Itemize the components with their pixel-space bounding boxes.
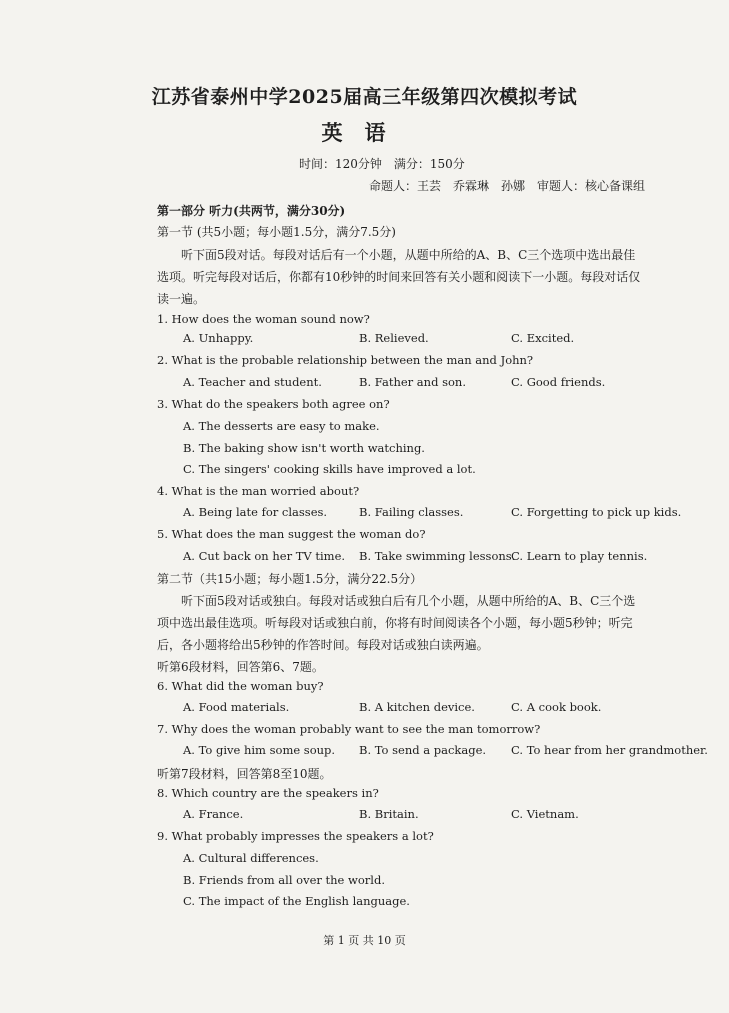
option-a: A. Cut back on her TV time. [183, 549, 346, 563]
page-footer: 第 1 页 共 10 页 [323, 934, 406, 947]
question-stem: 1. How does the woman sound now? [157, 312, 370, 326]
subject-title: 英语 [321, 120, 408, 145]
exam-title: 江苏省泰州中学2025届高三年级第四次模拟考试 [151, 86, 578, 108]
option-c: C. The impact of the English language. [183, 894, 410, 908]
material-note: 听第6段材料，回答第6、7题。 [157, 660, 324, 674]
option-a: A. Food materials. [183, 700, 290, 714]
section1-heading: 第一节 (共5小题；每小题1.5分，满分7.5分) [157, 225, 396, 239]
question-stem: 8. Which country are the speakers in? [157, 786, 379, 800]
option-a: A. Being late for classes. [183, 505, 328, 519]
question-stem: 4. What is the man worried about? [157, 484, 360, 498]
option-b: B. Friends from all over the world. [183, 873, 385, 887]
question-stem: 9. What probably impresses the speakers a lot? [157, 829, 434, 843]
option-a: A. The desserts are easy to make. [183, 419, 380, 433]
option-c: C. Vietnam. [511, 807, 579, 821]
option-b: B. Take swimming lessons. [359, 549, 516, 563]
option-b: B. A kitchen device. [359, 700, 475, 714]
section1-instruction-line: 听下面5段对话。每段对话后有一个小题，从题中所给的A、B、C三个选项中选出最佳 [181, 248, 636, 262]
option-a: A. Teacher and student. [183, 375, 322, 389]
option-b: B. Relieved. [359, 331, 429, 345]
option-b: B. Britain. [359, 807, 419, 821]
option-c: C. Excited. [511, 331, 575, 345]
question-stem: 3. What do the speakers both agree on? [157, 397, 390, 411]
option-c: C. A cook book. [511, 700, 602, 714]
option-a: A. France. [183, 807, 244, 821]
option-a: A. Cultural differences. [183, 851, 319, 865]
material-note: 听第7段材料，回答第8至10题。 [157, 767, 332, 781]
option-b: B. Father and son. [359, 375, 466, 389]
option-b: B. Failing classes. [359, 505, 464, 519]
question-stem: 7. Why does the woman probably want to see the man tomorrow? [157, 722, 541, 736]
section2-instruction-line: 听下面5段对话或独白。每段对话或独白后有几个小题，从题中所给的A、B、C三个选 [181, 594, 636, 608]
option-c: C. Learn to play tennis. [511, 549, 648, 563]
question-stem: 2. What is the probable relationship between the man and John? [157, 353, 534, 367]
option-a: A. Unhappy. [183, 331, 254, 345]
time-info: 时间：120分钟 满分：150分 [299, 157, 465, 171]
section2-instruction-line: 项中选出最佳选项。听每段对话或独白前，你将有时间阅读各个小题，每小题5秒钟；听完 [157, 616, 633, 630]
option-b: B. To send a package. [359, 743, 487, 757]
section1-instruction-line: 选项。听完每段对话后，你都有10秒钟的时间来回答有关小题和阅读下一小题。每段对话仅 [157, 270, 641, 284]
option-c: C. Forgetting to pick up kids. [511, 505, 682, 519]
option-c: C. To hear from her grandmother. [511, 743, 708, 757]
option-b: B. The baking show isn't worth watching. [183, 441, 425, 455]
section2-heading: 第二节（共15小题；每小题1.5分，满分22.5分） [157, 572, 423, 586]
option-c: C. Good friends. [511, 375, 606, 389]
section1-instruction-line: 读一遍。 [157, 292, 206, 306]
part1-heading: 第一部分 听力(共两节，满分30分) [157, 204, 346, 218]
question-stem: 5. What does the man suggest the woman do? [157, 527, 426, 541]
option-c: C. The singers' cooking skills have improved a lot. [183, 462, 476, 476]
authors-info: 命题人：王芸 乔霖琳 孙娜 审题人：核心备课组 [369, 179, 646, 193]
question-stem: 6. What did the woman buy? [157, 679, 324, 693]
option-a: A. To give him some soup. [183, 743, 336, 757]
section2-instruction-line: 后，各小题将给出5秒钟的作答时间。每段对话或独白读两遍。 [157, 638, 489, 652]
